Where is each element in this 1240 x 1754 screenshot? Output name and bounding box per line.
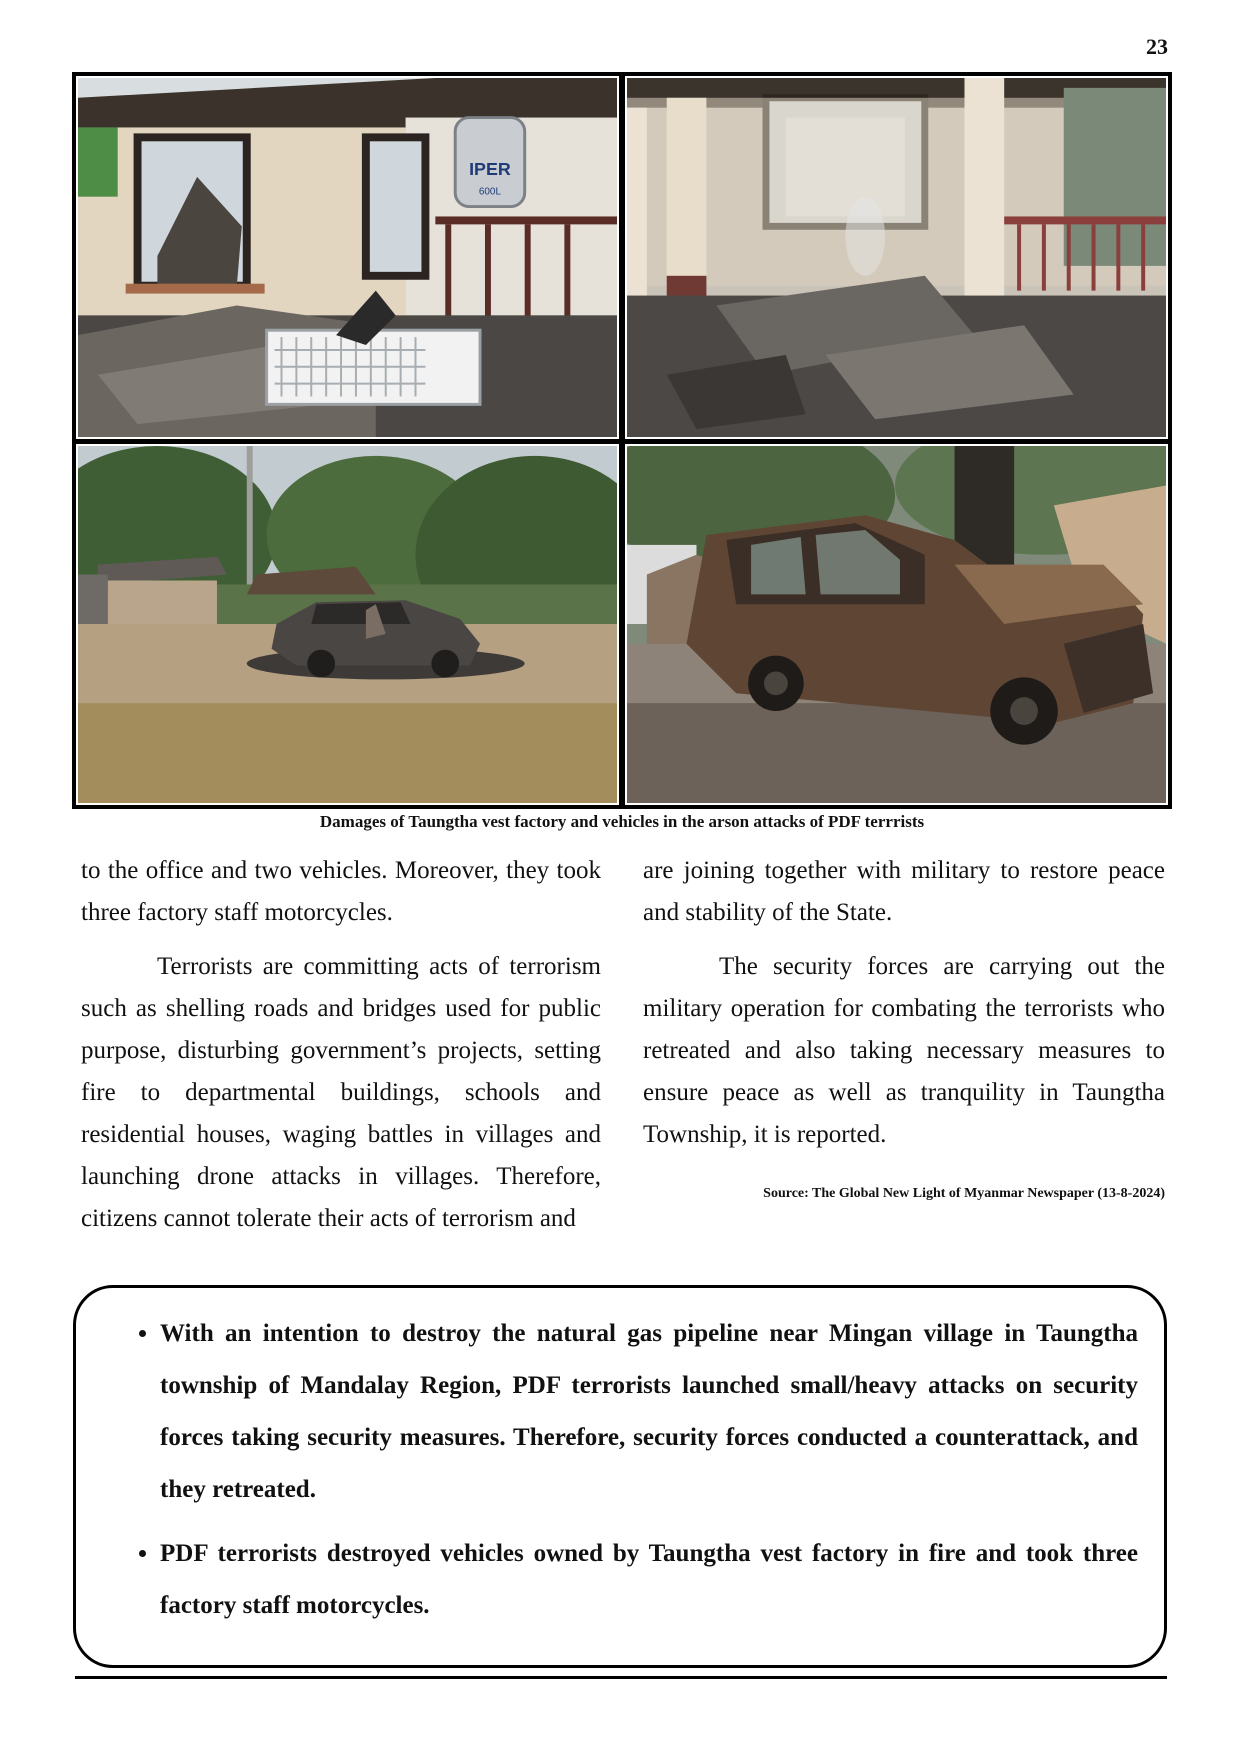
water-tank-sublabel: 600L (478, 186, 501, 198)
source-citation: Source: The Global New Light of Myanmar Newspaper (13-8-2024) (763, 1186, 1165, 1201)
left-paragraph-2: Terrorists are committing acts of terrorism such as shelling roads and bridges used for public purpose, disturbing government’s projects, setting fire to departmental buildings, schools and residential houses, waging battles in villages and launching drone attacks in villages. Therefore, citizens cannot tolerate their acts of terrorism and (81, 953, 601, 1232)
photo-burnt-car (76, 444, 619, 805)
article-left-column (81, 850, 601, 1252)
photo-grid (72, 72, 1172, 809)
summary-box (73, 1285, 1167, 1668)
photo-caption: Damages of Taungtha vest factory and vehicles in the arson attacks of PDF terrrists (319, 812, 925, 831)
summary-item-pipeline-attack: • With an intention to destroy the natural gas pipeline near Mingan village in Taungtha township of Mandalay Region, PDF terrorists launched small/heavy attacks on security forces taking security measures. Therefore, security forces conducted a counterattack, and they retreated. (160, 1308, 1138, 1516)
right-paragraph-1: are joining together with military to restore peace and stability of the State. (643, 857, 1165, 926)
bottom-divider (75, 1676, 1167, 1679)
left-paragraph-1: to the office and two vehicles. Moreover, they took three factory staff motorcycles. (81, 857, 601, 926)
right-paragraph-2: The security forces are carrying out the military operation for combating the terrorists who retreated and also taking necessary measures to ensure peace as well as tranquility in Taungtha Township, it is reported. (643, 953, 1165, 1148)
photo-burnt-pickup (625, 444, 1168, 805)
water-tank-label: IPER (469, 158, 511, 179)
photo-burnt-building-veranda (625, 76, 1168, 439)
summary-list (126, 1308, 1138, 1632)
page-number: 23 (1146, 34, 1168, 59)
summary-item-vehicles-destroyed: • PDF terrorists destroyed vehicles owned by Taungtha vest factory in fire and took three factory staff motorcycles. (160, 1528, 1138, 1632)
article-right-column (643, 850, 1165, 1204)
photo-burnt-building-interior (76, 76, 619, 439)
